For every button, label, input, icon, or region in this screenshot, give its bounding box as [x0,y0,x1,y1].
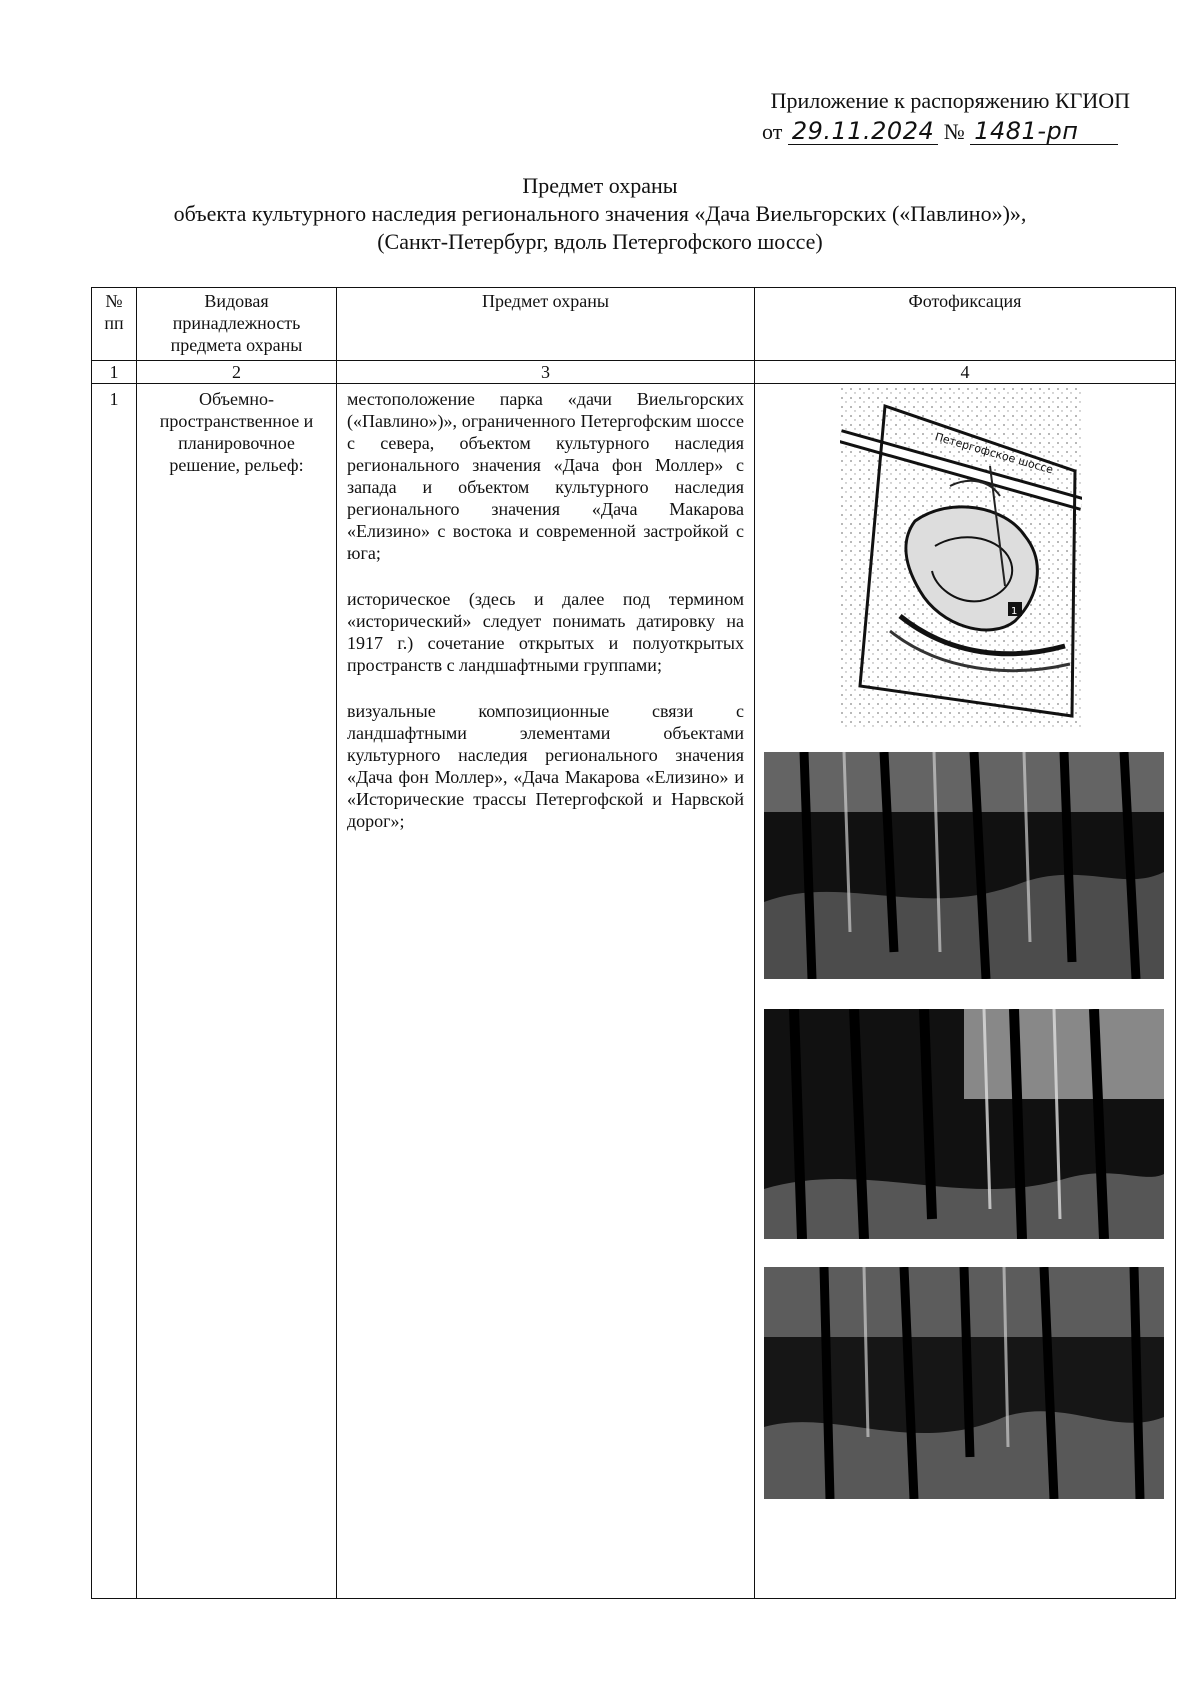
map-road-label: Петергофское шоссе [933,430,1055,477]
photo-cell [755,384,1176,1599]
appendix-block [700,88,1130,145]
forest-photo [764,752,1164,979]
appendix-number: 1481-рп [970,118,1118,145]
header-photo: Фотофиксация [755,288,1176,361]
column-number: 2 [137,361,337,384]
column-number: 1 [92,361,137,384]
table-header-row [92,288,1176,361]
document-heading [0,172,1200,256]
heading-subtitle: объекта культурного наследия регионального значения «Дача Виельгорских («Павлино»)», [173,201,1027,226]
row-type: Объемно-пространственное и планировочное решение, рельеф: [137,384,337,1599]
row-items [337,384,755,1599]
header-number: № пп [92,288,137,361]
appendix-number-sign: № [943,119,965,144]
list-item: историческое (здесь и далее под термином «исторический» следует понимать датировку на 1917 г.) сочетание открытых и полуоткрытых пространств с ландшафтными группами; [347,589,744,675]
row-number: 1 [92,384,137,1599]
park-map-image [840,386,1082,730]
appendix-date: 29.11.2024 [788,118,938,145]
forest-photo [764,1009,1164,1239]
appendix-prefix: от [762,119,783,144]
forest-photo [764,1267,1164,1499]
appendix-date-line [762,118,1118,145]
heading-location: (Санкт-Петербург, вдоль Петергофского шоссе) [377,229,823,254]
column-number-row [92,361,1176,384]
list-item: местоположение парка «дачи Виельгорских («Павлино»)», ограниченного Петергофским шоссе с севера, объектом культурного наследия регионального значения «Дача фон Моллер» с запада и объектом культурного наследия регионального значения «Дача Макарова «Елизино» с востока и современной застройкой с юга; [347,389,744,563]
list-item: визуальные композиционные связи с ландшафтными элементами объектами культурного наследия регионального значения «Дача фон Моллер», «Дача Макарова «Елизино» и «Исторические трассы Петергофской и Нарвской дорог»; [347,701,744,831]
appendix-title: Приложение к распоряжению КГИОП [770,88,1130,113]
map-marker-label: 1 [1011,606,1018,617]
heading-title: Предмет охраны [522,173,678,198]
column-number: 3 [337,361,755,384]
protection-table [91,287,1176,1599]
header-subject: Предмет охраны [337,288,755,361]
column-number: 4 [755,361,1176,384]
table-row [92,384,1176,1599]
header-type: Видовая принадлежность предмета охраны [137,288,337,361]
